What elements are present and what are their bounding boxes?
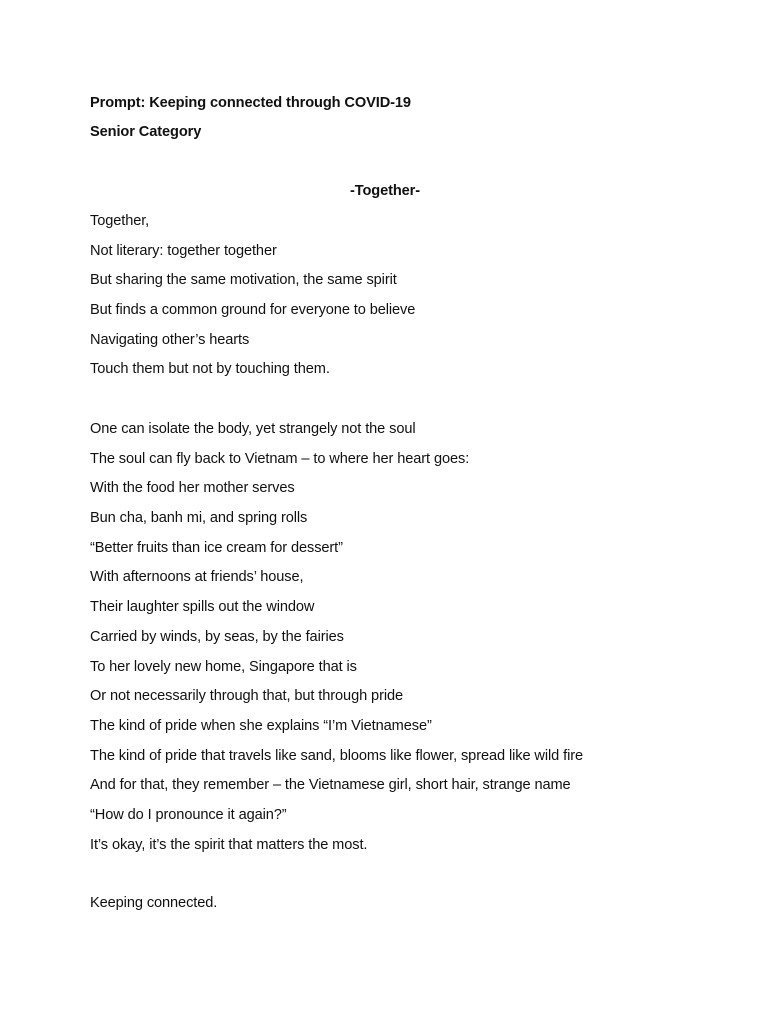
stanza-2 (90, 420, 583, 865)
poem-line: Keeping connected. (90, 895, 218, 911)
poem-line: The kind of pride when she explains “I’m Vietnamese” (90, 717, 432, 734)
poem-line: But finds a common ground for everyone to believe (90, 302, 416, 319)
poem-title-row (0, 182, 768, 200)
poem-line: The kind of pride that travels like sand, blooms like flower, spread like wild fire (90, 747, 583, 764)
poem-line: Carried by winds, by seas, by the fairies (90, 628, 344, 645)
poem-line: Or not necessarily through that, but through pride (90, 688, 404, 705)
poem-line: “Better fruits than ice cream for dessert” (90, 539, 343, 556)
poem-line: And for that, they remember – the Vietnamese girl, short hair, strange name (90, 777, 571, 794)
poem-line: It’s okay, it’s the spirit that matters the most. (90, 836, 368, 853)
poem-line: To her lovely new home, Singapore that is (90, 658, 357, 675)
poem-line: With the food her mother serves (90, 480, 295, 497)
poem-line: Touch them but not by touching them. (90, 361, 330, 378)
poem-line: The soul can fly back to Vietnam – to where her heart goes: (90, 450, 470, 467)
poem-line: Bun cha, banh mi, and spring rolls (90, 510, 308, 527)
poem-line: But sharing the same motivation, the same spirit (90, 272, 397, 289)
prompt-heading: Prompt: Keeping connected through COVID-19 (90, 95, 411, 111)
poem-line: One can isolate the body, yet strangely not the soul (90, 421, 416, 437)
poem-line: With afternoons at friends’ house, (90, 569, 304, 586)
poem-line: Together, (90, 213, 150, 229)
category-heading: Senior Category (90, 124, 202, 140)
poem-line: Navigating other’s hearts (90, 331, 250, 348)
poem-line: Not literary: together together (90, 242, 277, 259)
stanza-1 (90, 212, 415, 390)
poem-line: “How do I pronounce it again?” (90, 806, 287, 823)
poem-line: Their laughter spills out the window (90, 599, 315, 616)
poem-title: -Together- (349, 183, 421, 199)
stanza-3 (90, 894, 217, 924)
